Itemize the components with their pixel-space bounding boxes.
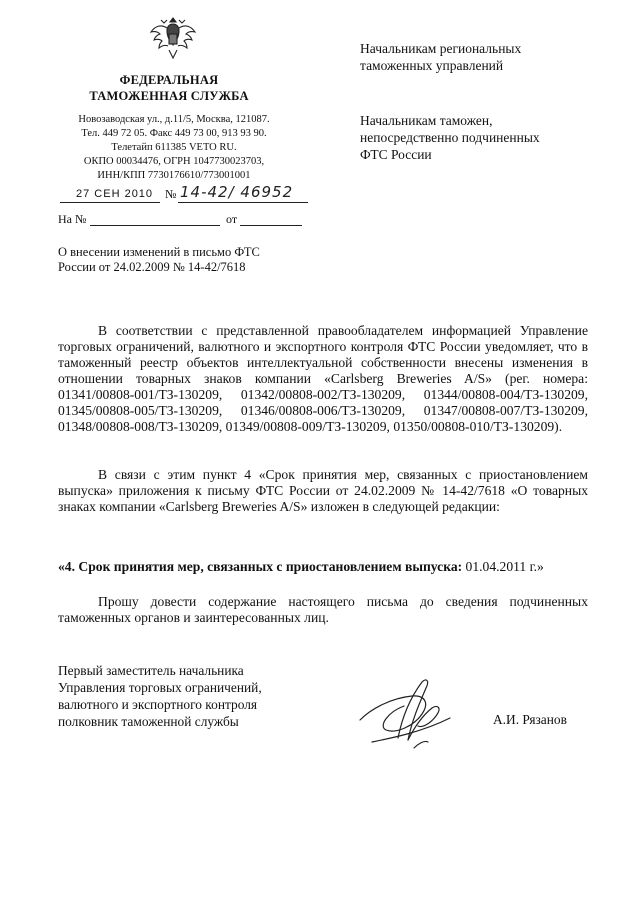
organization-phone: Тел. 449 72 05. Факс 449 73 00, 913 93 90. [81, 128, 267, 139]
handwritten-signature-icon [352, 668, 462, 758]
signatory-name: А.И. Рязанов [493, 712, 567, 727]
body-paragraph-3 [58, 594, 588, 626]
organization-inn: ИНН/КПП 7730176610/773001001 [97, 170, 251, 181]
registration-date: 27 СЕН 2010 [76, 188, 154, 200]
signatory-line1: Первый заместитель начальника [58, 663, 244, 678]
organization-address: Новозаводская ул., д.11/5, Москва, 121087. [78, 114, 270, 125]
signatory-title [58, 662, 318, 730]
body-paragraph-2-text: В связи с этим пункт 4 «Срок принятия мер, связанных с приостановлением выпуска» приложения к письму ФТС России от 24.02.2009 № 14-42/7618 «О товарных знаках компании «Carlsberg Breweries A/S» изложен в следующей редакции: [58, 467, 588, 514]
signatory-line3: валютного и экспортного контроля [58, 697, 258, 712]
body-paragraph-2 [58, 467, 588, 515]
quoted-amendment [58, 559, 618, 575]
addressee-regional [360, 40, 600, 74]
quoted-amendment-date: 01.04.2011 г.» [462, 559, 544, 574]
registration-row [60, 183, 320, 206]
organization-okpo: ОКПО 00034476, ОГРН 1047730023703, [83, 156, 265, 167]
organization-name-line1: ФЕДЕРАЛЬНАЯ [119, 73, 219, 87]
addressee-customs-line1: Начальникам таможен, [360, 113, 493, 128]
addressee-customs [360, 112, 600, 163]
body-paragraph-1 [58, 323, 588, 435]
addressee-customs-line3: ФТС России [360, 147, 432, 162]
subject-line1: О внесении изменений в письмо ФТС [58, 245, 260, 259]
addressee-regional-line1: Начальникам региональных [360, 41, 522, 56]
body-paragraph-1-text: В соответствии с представленной правообладателем информацией Управление торговых ограничений, валютного и экспортного контроля ФТС России уведомляет, что в таможенный реестр объектов интеллектуальной собственности внесены изменения в отношении товарных знаков компании «Carlsberg Breweries A/S» (рег. номера: 01341/00808-001/ТЗ-130209, 01342/00808-002/ТЗ-130209, 01344/00808-004/ТЗ-130209, 01345/00808-005/ТЗ-130209, 01346/00808-006/ТЗ-130209, 01347/00808-007/ТЗ-130209, 01348/00808-008/ТЗ-130209, 01349/00808-009/ТЗ-130209, 01350/00808-010/ТЗ-130209). [58, 323, 588, 434]
organization-name [40, 72, 298, 104]
registration-number: 14-42/ 46952 [180, 183, 294, 201]
addressee-regional-line2: таможенных управлений [360, 58, 504, 73]
state-emblem-icon [147, 14, 199, 66]
addressee-customs-line2: непосредственно подчиненных [360, 130, 540, 145]
body-paragraph-3-text: Прошу довести содержание настоящего письма до сведения подчиненных таможенных органов и заинтересованных лиц. [58, 594, 588, 625]
reference-row [58, 212, 308, 228]
signatory-line2: Управления торговых ограничений, [58, 680, 262, 695]
reference-label: На № [58, 212, 87, 226]
registration-number-sign: № [165, 187, 177, 201]
organization-name-line2: ТАМОЖЕННАЯ СЛУЖБА [89, 89, 249, 103]
reference-from-label: от [226, 212, 238, 226]
subject-line2: России от 24.02.2009 № 14-42/7618 [58, 260, 246, 274]
quoted-amendment-bold: «4. Срок принятия мер, связанных с приостановлением выпуска: [58, 559, 463, 574]
signatory-line4: полковник таможенной службы [58, 714, 239, 729]
organization-teletype: Телетайп 611385 VETO RU. [111, 142, 237, 153]
letter-subject [58, 245, 298, 275]
